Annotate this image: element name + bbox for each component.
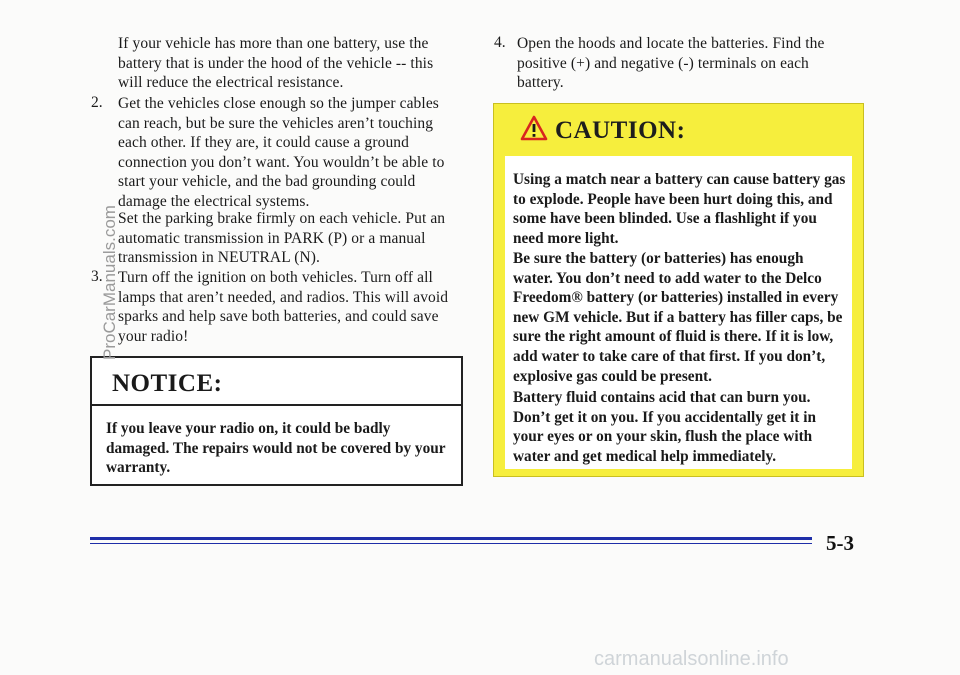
footer-rule-thick — [90, 537, 812, 540]
step-2-number: 2. — [91, 94, 103, 111]
caution-title: CAUTION: — [555, 117, 686, 144]
step-3-number: 3. — [91, 268, 103, 285]
caution-paragraph-1: Using a match near a battery can cause battery gas to explode. People have been hurt doing this, and some have been blinded. Use a flashlight if you need more light. — [513, 171, 846, 247]
notice-title: NOTICE: — [112, 370, 223, 397]
notice-body: If you leave your radio on, it could be badly damaged. The repairs would not be covered by your warranty. — [106, 420, 446, 477]
step-3-text: Turn off the ignition on both vehicles. Turn off all lamps that aren’t needed, and radios. This will avoid sparks and help save both batteries, and could save your radio! — [118, 269, 449, 345]
page-number: 5-3 — [826, 531, 854, 555]
caution-paragraph-3: Battery fluid contains acid that can burn you. Don’t get it on you. If you accidentally get it in your eyes or on your skin, flush the place with water and get medical help immediately. — [513, 389, 816, 465]
footer-rule-thin — [90, 543, 812, 544]
parking-brake-paragraph: Set the parking brake firmly on each vehicle. Put an automatic transmission in PARK (P) or a manual transmission in NEUTRAL (N). — [118, 210, 446, 267]
watermark-text: ProCarManuals.com — [100, 205, 119, 360]
notice-header — [92, 358, 461, 406]
caution-paragraph-2: Be sure the battery (or batteries) has enough water. You don’t need to add water to the Delco Freedom® battery (or batteries) installed in every new GM vehicle. But if a battery has filler caps, be sure the right amount of fluid is there. If it is low, add water to take care of that first. If you don’t, explosive gas could be present. — [513, 250, 843, 385]
step-4-number: 4. — [494, 34, 506, 51]
caution-header — [494, 104, 863, 156]
step-4-text: Open the hoods and locate the batteries. Find the positive (+) and negative (-) terminals on each battery. — [517, 35, 825, 92]
caution-box — [493, 103, 864, 477]
step-2-text: Get the vehicles close enough so the jumper cables can reach, but be sure the vehicles aren’t touching each other. If they are, it could cause a ground connection you don’t want. You wouldn’t be able to start your vehicle, and the bad grounding could damage the electrical systems. — [118, 95, 445, 210]
site-footer: carmanualsonline.info — [594, 648, 789, 670]
warning-triangle-icon — [520, 115, 548, 141]
notice-box — [90, 356, 463, 486]
intro-paragraph: If your vehicle has more than one battery, use the battery that is under the hood of the vehicle -- this will reduce the electrical resistance. — [118, 35, 434, 92]
caution-body — [505, 156, 852, 469]
watermark — [100, 180, 130, 360]
